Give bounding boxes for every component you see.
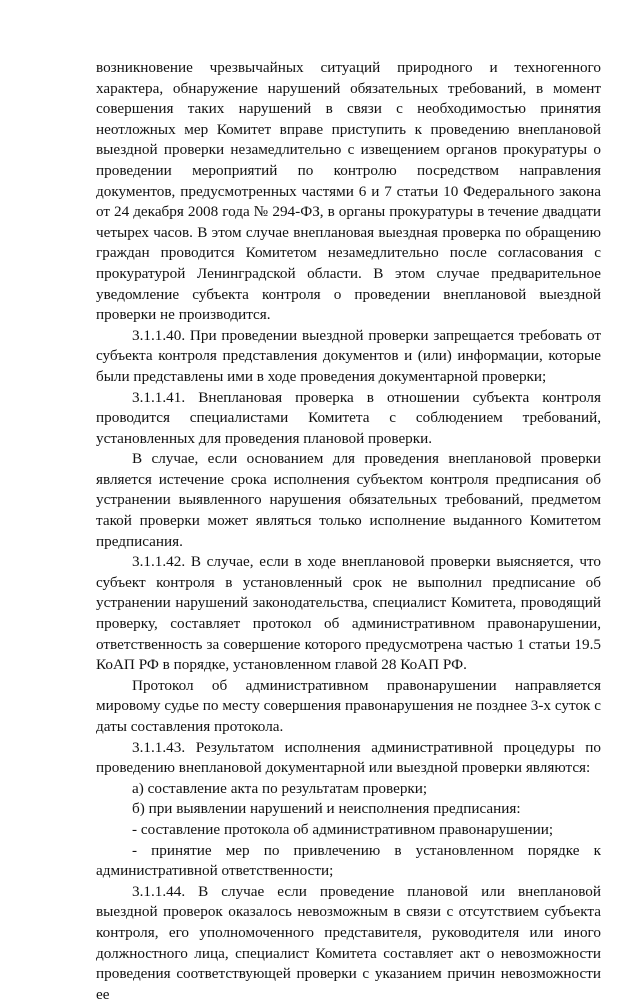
paragraph-3-1-1-42: 3.1.1.42. В случае, если в ходе внеплановой проверки выясняется, что субъект контроля в установленный срок не выполнил предписание об устранении нарушений законодательства, специалист Комитета, проводящий проверку, составляет протокол об административном правонарушении, ответственность за совершение которого предусмотрена частью 1 статьи 19.5 КоАП РФ в порядке, установленном главой 28 КоАП РФ. (96, 553, 601, 674)
list-item-a: а) составление акта по результатам проверки; (132, 779, 428, 797)
list-item-measures: - принятие мер по привлечению в установленном порядке к административной ответственности; (96, 841, 601, 880)
paragraph-prescription-expiry: В случае, если основанием для проведения внеплановой проверки является истечение срока исполнения субъектом контроля предписания об устранении выявленного нарушения обязательных требований, предметом такой проверки может являться только исполнение выданного Комитетом предписания. (96, 450, 601, 550)
paragraph-emergency-inspection: возникновение чрезвычайных ситуаций природного и техногенного характера, обнаружение нарушений обязательных требований, в момент совершения таких нарушений в связи с необходимостью принятия неотложных мер Комитет вправе приступить к проведению внеплановой выездной проверки незамедлительно с извещением органов прокуратуры о проведении мероприятий по контролю посредством направления документов, предусмотренных частями 6 и 7 статьи 10 Федерального закона от 24 декабря 2008 года № 294-ФЗ, в органы прокуратуры в течение двадцати четырех часов. В этом случае внеплановая выездная проверка по обращению граждан проводится Комитетом незамедлительно после согласования с прокуратурой Ленинградской области. В этом случае предварительное уведомление субъекта контроля о проведении внеплановой выездной проверки не производится. (96, 59, 601, 324)
paragraph-3-1-1-41: 3.1.1.41. Внеплановая проверка в отношении субъекта контроля проводится специалистами Комитета с соблюдением требований, установленных для проведения плановой проверки. (96, 388, 601, 447)
document-body (96, 58, 601, 1005)
list-item-protocol: - составление протокола об административном правонарушении; (132, 820, 554, 838)
paragraph-3-1-1-44: 3.1.1.44. В случае если проведение плановой или внеплановой выездной проверок оказалось невозможным в связи с отсутствием субъекта контроля, его уполномоченного представителя, руководителя или иного должностного лица, специалист Комитета составляет акт о невозможности проведения соответствующей проверки с указанием причин невозможности ее (96, 882, 601, 1003)
paragraph-3-1-1-43: 3.1.1.43. Результатом исполнения административной процедуры по проведению внеплановой документарной или выездной проверки являются: (96, 738, 601, 777)
list-item-b: б) при выявлении нарушений и неисполнения предписания: (132, 800, 521, 818)
paragraph-protocol-sent: Протокол об административном правонарушении направляется мировому судье по месту совершения правонарушения не позднее 3-х суток с даты составления протокола. (96, 676, 601, 735)
paragraph-3-1-1-40: 3.1.1.40. При проведении выездной проверки запрещается требовать от субъекта контроля представления документов и (или) информации, которые были представлены ими в ходе проведения документарной проверки; (96, 326, 601, 385)
